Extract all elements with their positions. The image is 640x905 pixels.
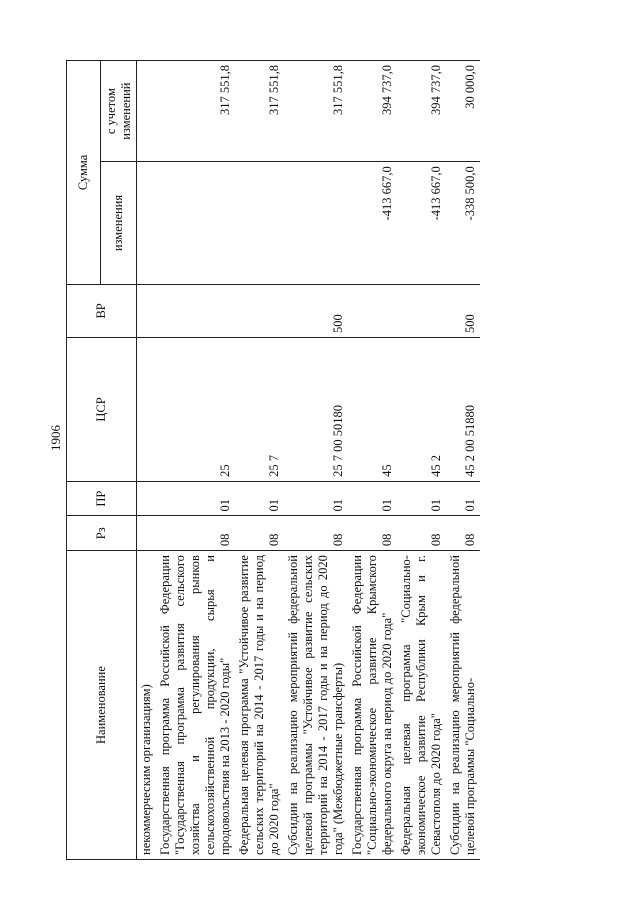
header-name: Наименование [67, 551, 137, 860]
row-vr: 500 [446, 284, 480, 337]
table-row [446, 61, 480, 860]
row-change [156, 162, 235, 285]
table-row [284, 61, 348, 860]
row-name: Субсидии на реализацию мероприятий федеральной целевой программы "Социально- [446, 551, 480, 860]
row-csr [137, 338, 157, 482]
header-rz: Рз [67, 516, 137, 551]
row-pr: 01 [156, 481, 235, 516]
table-row [156, 61, 235, 860]
header-sum: Сумма [67, 61, 101, 285]
row-vr [137, 284, 157, 337]
row-rz: 08 [397, 516, 446, 551]
row-total: 317 551,8 [235, 61, 284, 162]
row-change: -413 667,0 [348, 162, 397, 285]
row-pr: 01 [284, 481, 348, 516]
row-csr: 45 [348, 338, 397, 482]
header-csr: ЦСР [67, 338, 137, 482]
row-vr: 500 [284, 284, 348, 337]
row-change: -413 667,0 [397, 162, 446, 285]
row-csr: 45 2 00 51880 [446, 338, 480, 482]
row-name: Государственная программа Российской Федерации "Социально-экономическое развитие Крымского федерального округа на период до 2020 года" [348, 551, 397, 860]
row-total: 30 000,0 [446, 61, 480, 162]
table-row [397, 61, 446, 860]
row-csr: 25 7 00 50180 [284, 338, 348, 482]
row-total: 317 551,8 [284, 61, 348, 162]
budget-table [66, 60, 480, 860]
row-rz: 08 [446, 516, 480, 551]
row-change [235, 162, 284, 285]
header-changes: изменения [101, 162, 137, 285]
table-row [235, 61, 284, 860]
row-name: некоммерческим организациям) [137, 551, 157, 860]
row-name: Федеральная целевая программа "Социально-экономическое развитие Республики Крым и г. Севастополя до 2020 года" [397, 551, 446, 860]
row-vr [235, 284, 284, 337]
row-pr: 01 [397, 481, 446, 516]
header-vr: ВР [67, 284, 137, 337]
row-vr [156, 284, 235, 337]
row-total: 317 551,8 [156, 61, 235, 162]
row-pr: 01 [348, 481, 397, 516]
row-total [137, 61, 157, 162]
page-number: 1906 [48, 425, 63, 451]
table-row [348, 61, 397, 860]
row-name: Федеральная целевая программа "Устойчивое развитие сельских территорий на 2014 - 2017 годы и на период до 2020 года" [235, 551, 284, 860]
row-change: -338 500,0 [446, 162, 480, 285]
table-row [137, 61, 157, 860]
row-rz [137, 516, 157, 551]
row-vr [397, 284, 446, 337]
row-rz: 08 [235, 516, 284, 551]
row-name: Субсидии на реализацию мероприятий федеральной целевой программы "Устойчивое развитие сельских территорий на 2014 - 2017 годы и на период до 2020 года" (Межбюджетные трансферты) [284, 551, 348, 860]
row-pr: 01 [446, 481, 480, 516]
row-csr: 25 [156, 338, 235, 482]
row-total: 394 737,0 [348, 61, 397, 162]
row-change [137, 162, 157, 285]
row-rz: 08 [284, 516, 348, 551]
rotated-table-container [66, 60, 536, 860]
row-pr: 01 [235, 481, 284, 516]
row-total: 394 737,0 [397, 61, 446, 162]
row-vr [348, 284, 397, 337]
row-pr [137, 481, 157, 516]
row-rz: 08 [348, 516, 397, 551]
table-body [137, 61, 481, 860]
row-change [284, 162, 348, 285]
header-pr: ПР [67, 481, 137, 516]
row-csr: 45 2 [397, 338, 446, 482]
row-csr: 25 7 [235, 338, 284, 482]
row-name: Государственная программа Российской Федерации "Государственная программа развития сельского хозяйства и регулирования рынков сельскохозяйственной продукции, сырья и продовольствия на 2013 - 2020 годы" [156, 551, 235, 860]
row-rz: 08 [156, 516, 235, 551]
header-with-changes: с учетом изменений [101, 61, 137, 162]
